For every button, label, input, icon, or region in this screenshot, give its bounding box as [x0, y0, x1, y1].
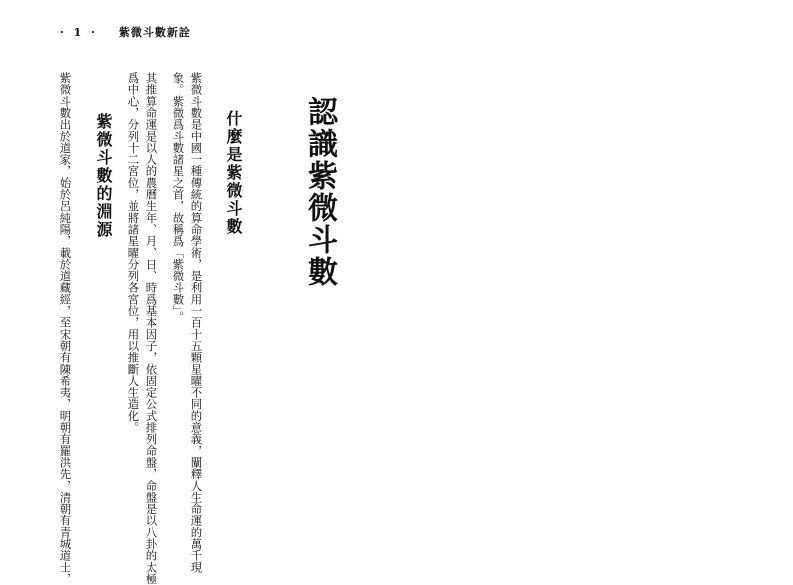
running-title: 紫微斗數新詮 — [118, 26, 191, 39]
text-column: 紫微斗數是中國一種傳統的算命學術，是利用一百十五顆星曜不同的意義，闡釋人生命運的萬千現 — [189, 72, 204, 573]
text-column: 象。紫微爲斗數諸星之首，故稱爲「紫微斗數」。 — [171, 72, 186, 323]
chapter-title: 認識紫微斗數 — [302, 96, 337, 288]
text-column: 爲中心，分列十二宮位，並將諸星曜分列各宮位，用以推斷人生造化。 — [126, 72, 141, 434]
section-heading-what-is: 什麼是紫微斗數 — [224, 110, 243, 236]
text-column: 其推算命運是以人的農曆生年、月、日、時爲基本因子，依固定公式排列命盤，命盤是以八卦的太極 — [144, 72, 159, 585]
text-column: 紫微斗數出於道家，始於呂純陽，載於道藏經，至宋朝有陳希夷，明朝有羅洪先，清朝有青城道士， — [58, 72, 73, 585]
page-number: · 1 · — [60, 26, 98, 39]
section-heading-origin: 紫微斗數的淵源 — [94, 113, 113, 239]
page-header — [60, 24, 191, 40]
